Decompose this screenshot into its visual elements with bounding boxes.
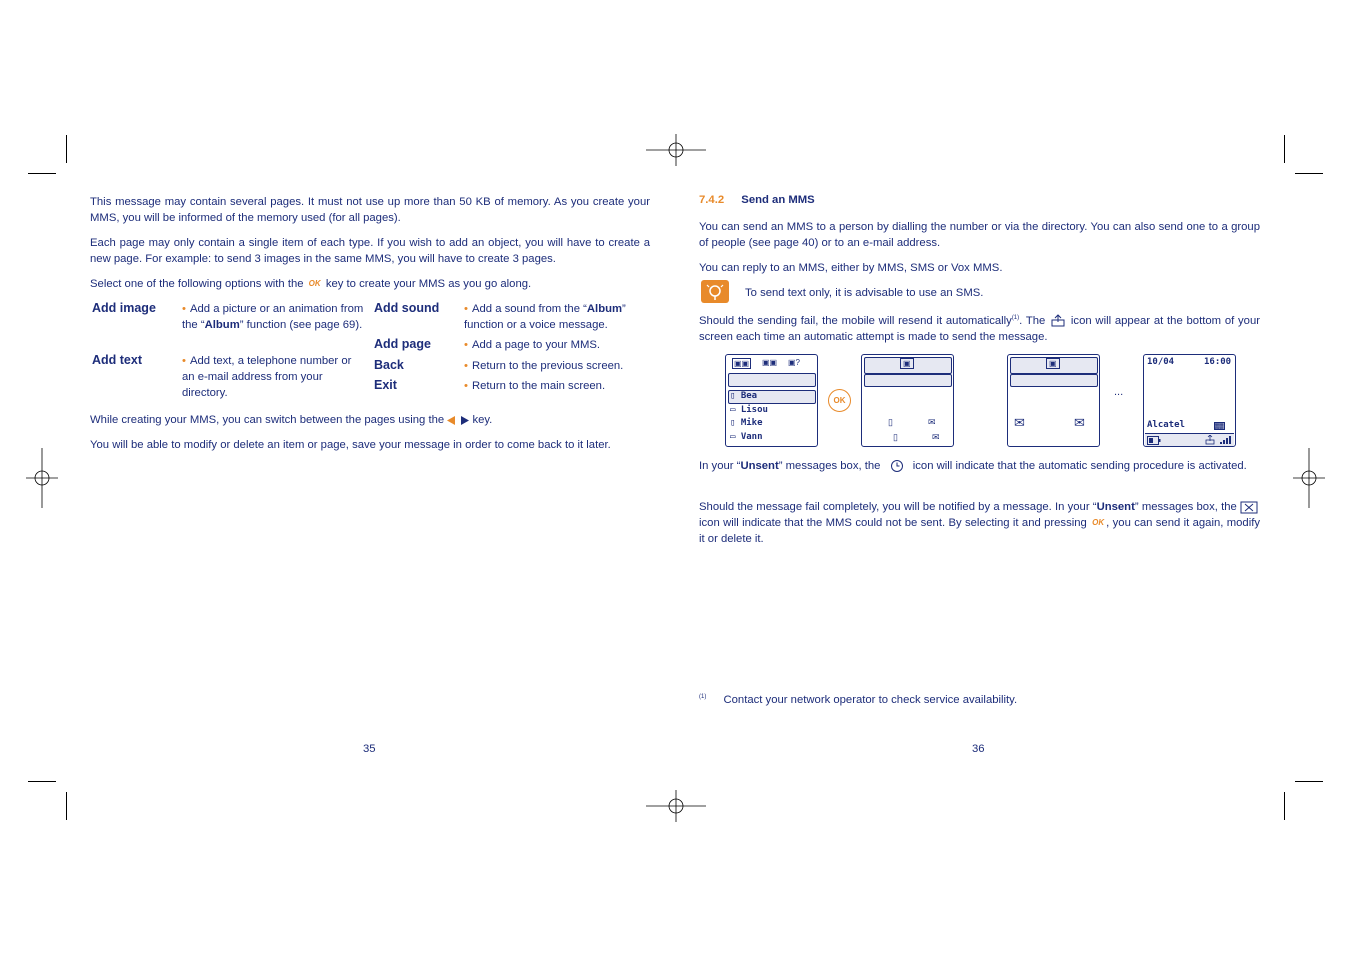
bullet-icon: • — [464, 380, 468, 392]
info-bar — [864, 374, 952, 387]
ellipsis: ... — [1114, 386, 1124, 398]
option-desc-exit: • Return to the main screen. — [464, 380, 606, 392]
right-paragraph-2: You can reply to an MMS, either by MMS, SMS or Vox MMS. — [699, 262, 1003, 274]
tab-bar — [730, 357, 812, 372]
option-label-back: Back — [374, 358, 404, 372]
network-badge-icon: ▓▓ — [1215, 423, 1224, 429]
contact-card-icon: ▣ — [1046, 358, 1060, 369]
option-desc-add-image: • Add a picture or an animation from the “Album” function (see page 69). — [182, 303, 364, 331]
right-paragraph-3: Should the sending fail, the mobile will resend it automatically$^{(1)}$. The icon will appear at the bottom of your screen each time an automatic attempt is made to send the message. — [699, 314, 1260, 343]
contact-card-icon: ▣ — [900, 358, 914, 369]
group-tab-icon: ▣▣ — [762, 358, 778, 367]
option-label-add-page: Add page — [374, 337, 431, 351]
right-paragraph-1: You can send an MMS to a person by dialling the number or via the directory. You can also send one to a group of people (see page 40) or to an e-mail address. — [699, 221, 1260, 249]
signal-strength-icon — [1219, 435, 1233, 445]
left-paragraph-1: This message may contain several pages. It must not use up more than 50 KB of memory. As you create your MMS, you will be informed of the memory used (for all pages). — [90, 196, 650, 224]
left-paragraph-3: Select one of the following options with the OK key to create your MMS as you go along. — [90, 276, 650, 292]
registration-mark-icon — [1293, 448, 1325, 508]
left-paragraph-2: Each page may only contain a single item of each type. If you wish to add an object, you will have to create a new page. For example: to send 3 images in the same MMS, you will have to create 3 pages. — [90, 237, 650, 265]
mail-icon: ✉ — [932, 432, 940, 442]
option-desc-back: • Return to the previous screen. — [464, 360, 624, 372]
footnote — [699, 694, 1017, 706]
contact-row: ▭ Vann — [730, 432, 763, 442]
bullet-icon: • — [182, 355, 186, 367]
page-number-left: 35 — [363, 743, 376, 755]
left-paragraph-4: While creating your MMS, you can switch between the pages using the key. — [90, 414, 493, 426]
option-desc-add-sound: • Add a sound from the “Album” function or a voice message. — [464, 303, 626, 331]
contact-row: ▭ Lisou — [730, 405, 768, 415]
footnote-text: Contact your network operator to check service availability. — [723, 694, 1018, 706]
option-label-add-image: Add image — [92, 301, 156, 315]
ok-button-icon: OK — [828, 389, 851, 412]
unknown-tab-icon: ▣? — [788, 358, 801, 367]
option-label-add-text: Add text — [92, 353, 142, 367]
left-paragraph-5: You will be able to modify or delete an item or page, save your message in order to come back to it later. — [90, 439, 611, 451]
info-bar — [1010, 374, 1098, 387]
section-number: 7.4.2 — [699, 194, 725, 206]
failed-mms-icon — [1240, 501, 1258, 514]
outbox-retry-icon — [1205, 435, 1215, 445]
footnote-mark: (1) — [699, 694, 707, 701]
option-desc-add-page: • Add a page to your MMS. — [464, 339, 601, 351]
tip-icon — [701, 280, 729, 303]
phone-screen-envelopes — [1007, 354, 1100, 447]
phone-icon: ▯ — [893, 432, 898, 442]
directory-tab-icon: ▣▣ — [734, 359, 750, 368]
bullet-icon: • — [464, 339, 468, 351]
crop-mark — [1284, 792, 1285, 820]
phone-icon: ▯ — [888, 417, 893, 427]
left-right-arrow-key-icon — [447, 416, 469, 425]
option-desc-add-text: • Add text, a telephone number or an e-mail address from your directory. — [182, 355, 352, 399]
mail-icon: ✉ — [928, 417, 936, 427]
clock-icon — [890, 459, 904, 473]
option-label-exit: Exit — [374, 378, 397, 392]
screen-date: 10/04 — [1147, 357, 1175, 367]
crop-mark — [66, 135, 67, 163]
screen-time: 16:00 — [1204, 357, 1232, 367]
battery-icon — [1147, 436, 1161, 445]
crop-mark — [1284, 135, 1285, 163]
footnote-ref: (1) — [1011, 315, 1020, 321]
contact-row: ▯ Bea — [730, 391, 758, 401]
phone-screen-idle — [1143, 354, 1236, 447]
crop-mark — [1295, 781, 1323, 782]
contact-row: ▯ Mike — [730, 418, 763, 428]
crop-mark — [28, 781, 56, 782]
option-label-add-sound: Add sound — [374, 301, 440, 315]
search-field — [728, 373, 816, 387]
crop-mark — [1295, 173, 1323, 174]
registration-mark-icon — [26, 448, 58, 508]
status-bar — [1145, 433, 1234, 446]
phone-screen-contacts — [725, 354, 818, 447]
bullet-icon: • — [464, 360, 468, 372]
right-paragraph-4: In your “Unsent” messages box, the icon will indicate that the automatic sending procedure is activated. — [699, 460, 1247, 472]
registration-mark-icon — [646, 790, 706, 822]
section-title: Send an MMS — [741, 194, 815, 206]
screen-operator: Alcatel — [1147, 420, 1185, 430]
ok-key-icon: OK — [308, 279, 321, 289]
flying-envelope-icon: ✉ — [1074, 415, 1085, 430]
page-number-right: 36 — [972, 743, 985, 755]
section-heading — [699, 194, 815, 206]
flying-envelope-icon: ✉ — [1014, 415, 1025, 430]
phone-screen-sending — [861, 354, 954, 447]
crop-mark — [28, 173, 56, 174]
right-paragraph-5: Should the message fail completely, you will be notified by a message. In your “Unsent” messages box, the icon will indicate that the MMS could not be sent. By selecting it and pressing OK , you can send it again, modify it or delete it. — [699, 501, 1261, 546]
crop-mark — [66, 792, 67, 820]
bullet-icon: • — [182, 303, 186, 315]
outbox-retry-icon — [1051, 314, 1065, 327]
registration-mark-icon — [646, 134, 706, 166]
ok-key-icon: OK — [1092, 518, 1105, 528]
tip-text: To send text only, it is advisable to use an SMS. — [745, 287, 984, 299]
bullet-icon: • — [464, 303, 468, 315]
